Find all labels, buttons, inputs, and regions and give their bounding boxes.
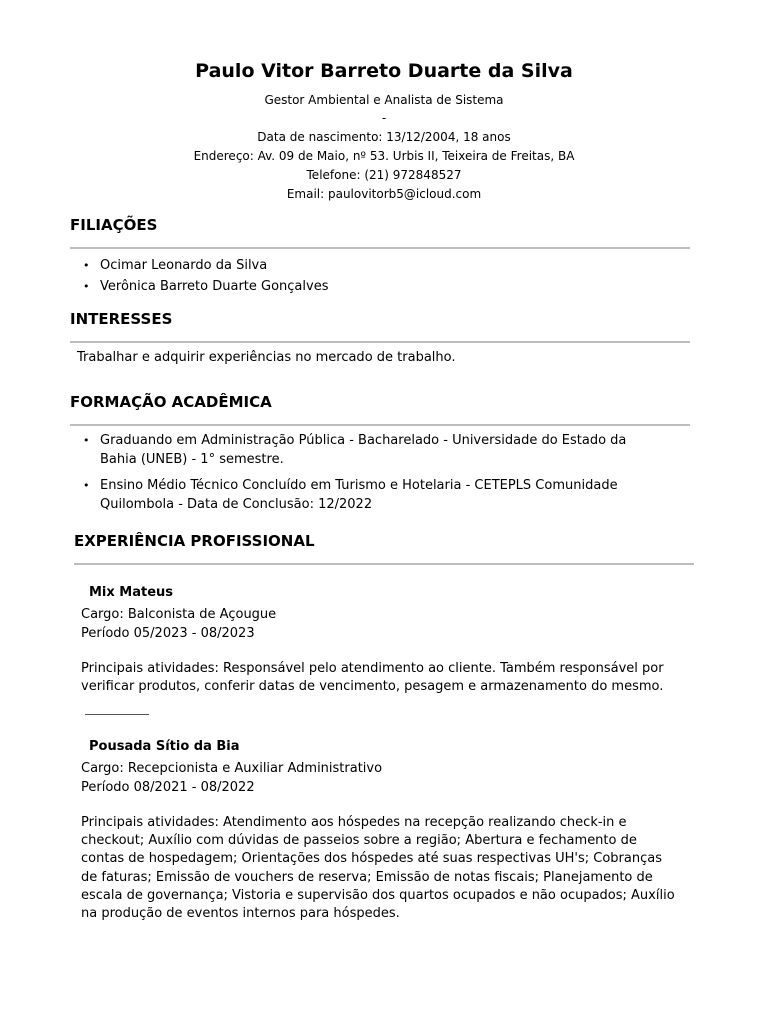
list-item: • Ensino Médio Técnico Concluído em Turismo e Hotelaria - CETEPLS Comunidade Quilombola - Data de Conclusão: 12/2022	[70, 476, 640, 514]
job-company: Mix Mateus	[89, 585, 174, 600]
list-item: • Graduando em Administração Pública - Bacharelado - Universidade do Estado da Bahia (UNEB) - 1° semestre.	[70, 431, 640, 469]
job-periodo: Período 08/2021 - 08/2022	[81, 780, 255, 795]
section-divider	[70, 424, 690, 426]
job-atividades: Principais atividades: Atendimento aos hóspedes na recepção realizando check-in e checkout; Auxílio com dúvidas de passeios sobre a região; Abertura e fechamento de contas de hospedagem; Orientações dos hóspedes até suas respectivas UH's; Cobranças de faturas; Emissão de vouchers de reserva; Emissão de notas fiscais; Planejamento de escala de governança; Vistoria e supervisão dos quartos ocupados e não ocupados; Auxílio na produção de eventos internos para hóspedes.	[81, 815, 675, 922]
filiacoes-list	[70, 256, 630, 296]
section-title-experiencia: EXPERIÊNCIA PROFISSIONAL	[74, 532, 315, 550]
job-separator	[85, 714, 149, 715]
formacao-list	[70, 431, 640, 514]
person-name: Paulo Vitor Barreto Duarte da Silva	[195, 60, 573, 82]
job-cargo: Cargo: Balconista de Açougue	[81, 607, 277, 622]
interesses-text: Trabalhar e adquirir experiências no mercado de trabalho.	[77, 350, 456, 365]
job-atividades: Principais atividades: Responsável pelo atendimento ao cliente. Também responsável por verificar produtos, conferir datas de vencimento, pesagem e armazenamento do mesmo.	[81, 661, 664, 695]
section-divider	[70, 247, 690, 249]
job-cargo: Cargo: Recepcionista e Auxiliar Administrativo	[81, 761, 383, 776]
birth-line: Data de nascimento: 13/12/2004, 18 anos	[257, 130, 511, 144]
list-item: • Ocimar Leonardo da Silva	[70, 256, 630, 276]
section-title-formacao: FORMAÇÃO ACADÊMICA	[70, 393, 272, 411]
list-item: • Verônica Barreto Duarte Gonçalves	[70, 277, 630, 297]
job-company: Pousada Sítio da Bia	[89, 739, 240, 754]
role-line: Gestor Ambiental e Analista de Sistema	[264, 93, 504, 107]
address-line: Endereço: Av. 09 de Maio, nº 53. Urbis II, Teixeira de Freitas, BA	[193, 149, 575, 163]
section-divider	[74, 563, 694, 565]
section-title-filiacoes: FILIAÇÕES	[70, 216, 158, 234]
section-title-interesses: INTERESSES	[70, 310, 173, 328]
phone-line: Telefone: (21) 972848527	[306, 168, 462, 182]
job-periodo: Período 05/2023 - 08/2023	[81, 626, 255, 641]
header-dash: -	[381, 111, 387, 125]
email-line: Email: paulovitorb5@icloud.com	[286, 187, 482, 201]
section-divider	[70, 341, 690, 343]
